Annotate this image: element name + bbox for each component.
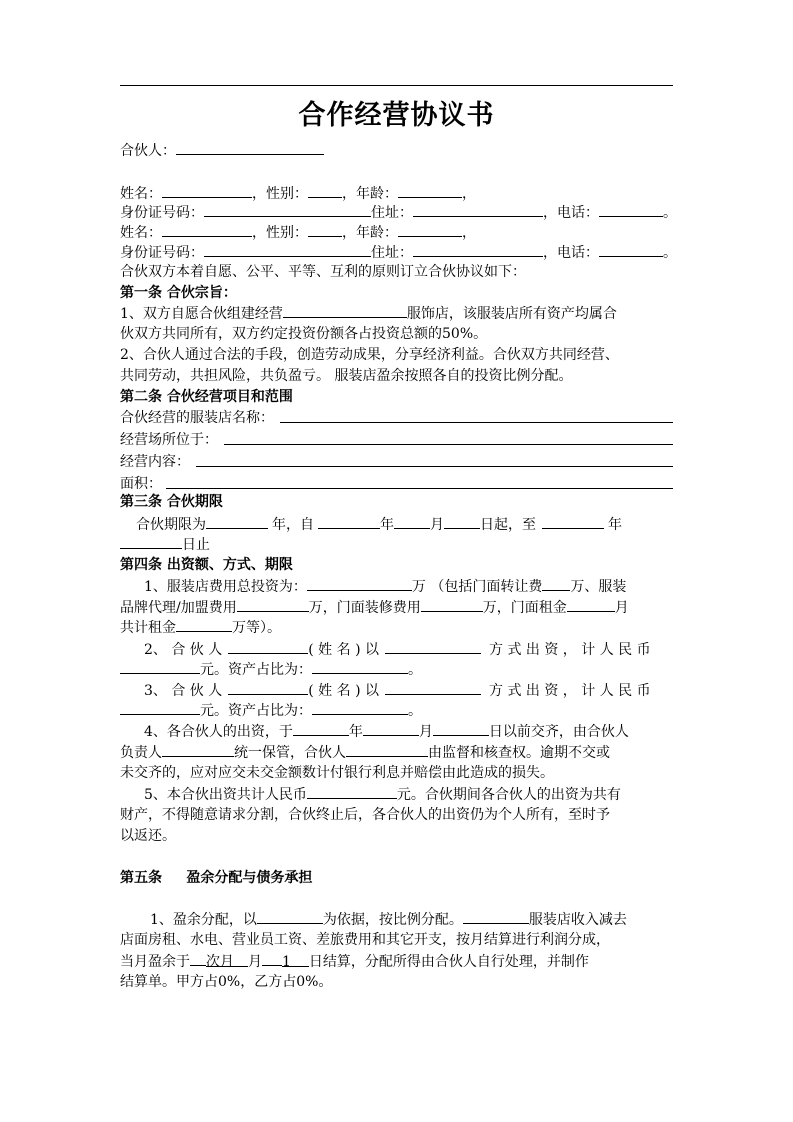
blank-address[interactable] <box>413 202 543 217</box>
blank-total-capital[interactable] <box>307 784 397 799</box>
total-capital-line1: 5、本合伙出资共计人民币 元。合伙期间各合伙人的出资为共有 <box>120 784 673 805</box>
blank-partner-name[interactable] <box>228 639 308 654</box>
blank-amount[interactable] <box>120 700 200 715</box>
location-line: 经营场所位于： <box>120 430 673 450</box>
blank-phone[interactable] <box>599 242 663 257</box>
article1-line3: 2、合伙人通过合法的手段，创造劳动成果，分享经济利益。合伙双方共同经营、 <box>120 347 619 363</box>
party2-id-line: 身份证号码： 住址： ，电话： 。 <box>120 242 673 263</box>
blank-pad2[interactable] <box>262 951 282 966</box>
blank-store-name[interactable] <box>280 408 673 423</box>
intro-line: 合伙双方本着自愿、公平、平等、互利的原则订立合伙协议如下： <box>120 264 526 280</box>
blank-age[interactable] <box>398 222 462 237</box>
article5-heading: 第五条 盈余分配与债务承担 <box>120 870 313 886</box>
blank-pad[interactable] <box>190 951 206 966</box>
blank-gender[interactable] <box>308 222 342 237</box>
blank-supervisor[interactable] <box>346 742 428 757</box>
blank-total-rent[interactable] <box>176 617 232 632</box>
partner3-contribution-line: 3、 合 伙 人 ( 姓 名 ) 以 方 式 出 资 ， 计 人 民 币 <box>120 680 673 701</box>
blank-id[interactable] <box>204 202 371 217</box>
blank-years[interactable] <box>206 514 268 529</box>
blank-name[interactable] <box>162 183 252 198</box>
blank-pay-day[interactable] <box>433 721 489 736</box>
blank-start-year[interactable] <box>318 514 380 529</box>
total-capital-line2: 财产，不得随意请求分割，合伙终止后，各合伙人的出资仍为个人所有，至时予 <box>120 807 610 823</box>
blank-end-year[interactable] <box>542 514 604 529</box>
store-name-line: 合伙经营的服装店名称： <box>120 408 673 428</box>
blank-store[interactable] <box>463 909 529 924</box>
header-rule <box>120 85 673 86</box>
term-line: 合伙期限为 年，自 年 月 日起，至 年 <box>120 514 673 535</box>
blank-location[interactable] <box>224 430 673 445</box>
party1-info-line: 姓名： ，性别： ，年龄： ， <box>120 183 673 204</box>
article1-line2: 伙双方共同所有，双方约定投资份额各占投资总额的50%。 <box>120 326 488 342</box>
partner-line: 合伙人： <box>120 140 673 161</box>
blank-business-name[interactable] <box>283 303 407 318</box>
investment-line2: 品牌代理/加盟费用 万，门面装修费用 万，门面租金 月 <box>120 597 673 618</box>
profit-line2: 店面房租、水电、营业员工资、差旅费用和其它开支，按月结算进行利润分成， <box>120 932 610 948</box>
blank-rent[interactable] <box>567 597 615 612</box>
blank-method[interactable] <box>385 639 481 654</box>
blank-keeper[interactable] <box>162 742 234 757</box>
blank-partner[interactable] <box>176 140 324 155</box>
blank-franchise-fee[interactable] <box>237 597 309 612</box>
blank-phone[interactable] <box>599 202 663 217</box>
blank-gender[interactable] <box>308 183 342 198</box>
blank-share[interactable] <box>312 700 408 715</box>
settle-day[interactable]: 1 <box>282 952 309 967</box>
area-line: 面积： <box>120 474 673 494</box>
blank-id[interactable] <box>204 242 371 257</box>
blank-share[interactable] <box>312 659 408 674</box>
article2-heading: 第二条 合伙经营项目和范围 <box>120 389 293 405</box>
blank-end-date[interactable] <box>120 534 182 549</box>
party2-info-line: 姓名： ，性别： ，年龄： ， <box>120 222 673 243</box>
blank-start-day[interactable] <box>444 514 480 529</box>
article1-line1: 1、双方自愿合伙组建经营 服饰店，该服装店所有资产均属合 <box>120 303 673 324</box>
article1-line4: 共同劳动，共担风险，共负盈亏。 服装店盈余按照各自的投资比例分配。 <box>120 368 573 384</box>
payment-deadline-line2: 负责人 统一保管，合伙人 由监督和核查权。逾期不交或 <box>120 742 673 763</box>
blank-total-investment[interactable] <box>307 576 412 591</box>
blank-pay-month[interactable] <box>363 721 419 736</box>
investment-line1: 1、服装店费用总投资为： 万 （包括门面转让费 万、服装 <box>120 576 673 597</box>
blank-age[interactable] <box>398 183 462 198</box>
blank-pay-year[interactable] <box>293 721 349 736</box>
blank-name[interactable] <box>162 222 252 237</box>
article4-heading: 第四条 出资额、方式、期限 <box>120 557 293 573</box>
partner2-contribution-line: 2、 合 伙 人 ( 姓 名 ) 以 方 式 出 资 ， 计 人 民 币 <box>120 639 673 660</box>
blank-basis[interactable] <box>257 909 323 924</box>
blank-address[interactable] <box>413 242 543 257</box>
total-capital-line3: 以返还。 <box>120 828 176 844</box>
document-title: 合作经营协议书 <box>298 100 495 131</box>
profit-line4: 结算单。甲方占0%，乙方占0%。 <box>120 974 333 990</box>
partner2-amount-line: 元。资产占比为： 。 <box>120 659 673 680</box>
blank-area[interactable] <box>166 474 673 489</box>
blank-decoration-fee[interactable] <box>421 597 483 612</box>
payment-deadline-line3: 未交齐的，应对应交未交金额数计付银行利息并赔偿由此造成的损失。 <box>120 765 554 781</box>
profit-line3: 当月盈余于 次月 月 1 日结算，分配所得由合伙人自行处理，并制作 <box>120 951 673 972</box>
profit-line1: 1、盈余分配，以 为依据，按比例分配。 服装店收入减去 <box>120 909 673 930</box>
payment-deadline-line1: 4、各合伙人的出资，于 年 月 日以前交齐，由合伙人 <box>120 721 673 742</box>
blank-method[interactable] <box>385 680 481 695</box>
partner3-amount-line: 元。资产占比为： 。 <box>120 700 673 721</box>
content-line: 经营内容： <box>120 452 673 472</box>
settle-next-month[interactable]: 次月 <box>206 952 248 967</box>
party1-id-line: 身份证号码： 住址： ，电话： 。 <box>120 202 673 223</box>
blank-transfer-fee[interactable] <box>542 576 570 591</box>
investment-line3: 共计租金 万等）。 <box>120 617 673 638</box>
blank-amount[interactable] <box>120 659 200 674</box>
blank-content[interactable] <box>196 452 673 467</box>
blank-partner-name[interactable] <box>228 680 308 695</box>
article1-heading: 第一条 合伙宗旨： <box>120 285 237 301</box>
article3-heading: 第三条 合伙期限 <box>120 494 223 510</box>
blank-start-month[interactable] <box>394 514 430 529</box>
term-line2: 日止 <box>120 534 673 555</box>
